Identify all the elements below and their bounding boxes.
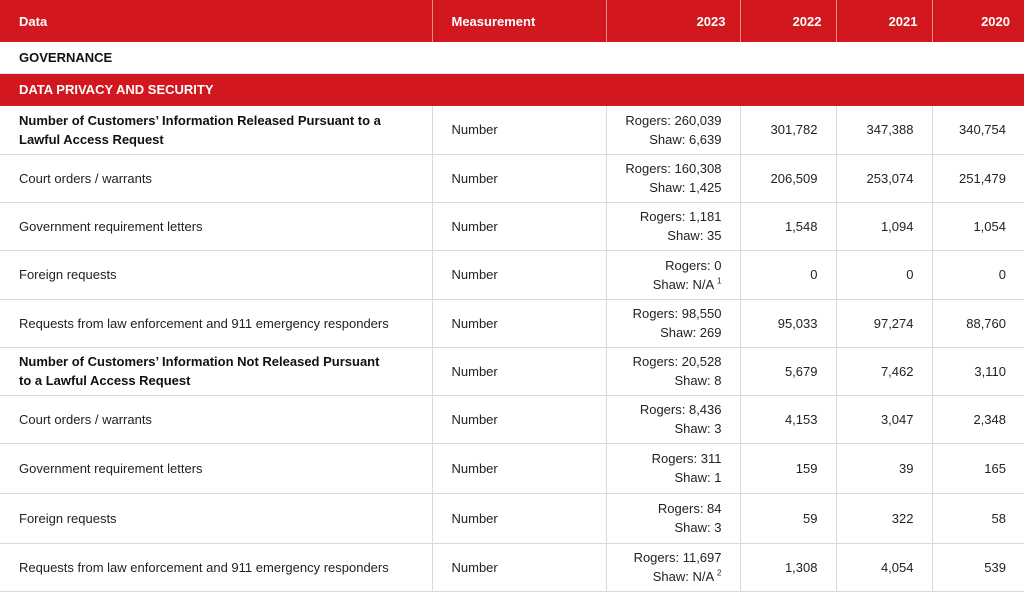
header-2020: 2020 (981, 13, 1010, 29)
section-title: GOVERNANCE (0, 42, 1024, 73)
metric-cell (0, 154, 432, 202)
measurement-cell: Number (432, 202, 606, 250)
value-2023-rogers: Rogers: 1,181 (639, 209, 722, 224)
measurement-cell: Number (432, 106, 606, 154)
value-2023-rogers: Rogers: 20,528 (632, 354, 722, 369)
value-2021-cell: 7,462 (836, 347, 932, 395)
value-2020-cell: 0 (932, 250, 1024, 299)
value-2021-cell: 347,388 (836, 106, 932, 154)
value-2020-cell: 58 (932, 493, 1024, 543)
value-2020-cell: 1,054 (932, 202, 1024, 250)
metric-cell (0, 347, 432, 395)
table-row (0, 202, 1024, 250)
value-2023-shaw: Shaw: 1 (674, 470, 722, 485)
value-2022-cell: 95,033 (740, 299, 836, 347)
value-2022-cell: 1,308 (740, 543, 836, 591)
metric-label-line: Lawful Access Request (19, 131, 164, 147)
value-2021-cell: 322 (836, 493, 932, 543)
measurement-cell: Number (432, 154, 606, 202)
measurement-cell: Number (432, 250, 606, 299)
value-2020-cell: 2,348 (932, 395, 1024, 443)
header-row (0, 0, 1024, 42)
header-2021: 2021 (836, 0, 932, 42)
value-2023-shaw-line (615, 567, 722, 586)
value-2023-rogers: Rogers: 160,308 (625, 161, 722, 176)
value-2023-cell (606, 395, 740, 443)
footnote-marker: 1 (717, 276, 722, 286)
value-2022-cell: 5,679 (740, 347, 836, 395)
value-2023-rogers: Rogers: 84 (657, 501, 722, 516)
metric-label-line: to a Lawful Access Request (19, 373, 191, 388)
value-2023-shaw: Shaw: N/A (652, 276, 714, 292)
metric-label: Government requirement letters (19, 460, 203, 476)
value-2023-shaw: Shaw: N/A (652, 569, 714, 584)
section-row (0, 42, 1024, 73)
header-2023: 2023 (606, 0, 740, 42)
table-row (0, 250, 1024, 299)
value-2022-cell: 0 (740, 250, 836, 299)
header-data: Data (0, 0, 432, 42)
metric-cell (0, 395, 432, 443)
value-2023-cell (606, 443, 740, 493)
table-header (0, 0, 1024, 42)
metric-label-line: Number of Customers’ Information Released Pursuant to a (19, 112, 381, 128)
value-2023-rogers: Rogers: 311 (651, 451, 722, 466)
value-2023-shaw-line (615, 518, 722, 537)
value-2021-cell: 39 (836, 443, 932, 493)
value-2023-shaw: Shaw: 3 (674, 421, 722, 436)
metric-label: Court orders / warrants (19, 170, 152, 186)
value-2023-rogers: Rogers: 0 (665, 257, 722, 273)
table-row (0, 443, 1024, 493)
value-2023-cell (606, 106, 740, 154)
table-row (0, 106, 1024, 154)
value-2022-cell: 301,782 (740, 106, 836, 154)
value-2023-shaw-line (615, 371, 722, 390)
measurement-cell: Number (432, 299, 606, 347)
value-2023-shaw: Shaw: 8 (674, 373, 722, 388)
metric-label: Foreign requests (19, 267, 117, 282)
value-2021-cell: 253,074 (836, 154, 932, 202)
value-2023-shaw-line (615, 226, 722, 245)
value-2023-cell (606, 250, 740, 299)
header-measurement: Measurement (432, 0, 606, 42)
metric-cell (0, 443, 432, 493)
value-2020-cell: 88,760 (932, 299, 1024, 347)
metric-label: Requests from law enforcement and 911 emergency responders (19, 559, 389, 575)
metric-label: Requests from law enforcement and 911 emergency responders (19, 315, 389, 331)
metric-cell (0, 106, 432, 154)
metric-cell (0, 299, 432, 347)
value-2023-shaw-line (615, 419, 722, 438)
value-2020-cell: 251,479 (932, 154, 1024, 202)
table-row (0, 395, 1024, 443)
value-2023-rogers: Rogers: 260,039 (625, 112, 722, 128)
value-2023-rogers: Rogers: 11,697 (633, 550, 722, 565)
value-2022-cell: 59 (740, 493, 836, 543)
value-2023-shaw: Shaw: 35 (667, 228, 722, 243)
value-2023-shaw: Shaw: 3 (674, 520, 722, 535)
table-row (0, 299, 1024, 347)
metric-cell (0, 543, 432, 591)
value-2023-shaw-line (615, 323, 722, 342)
value-2021-cell: 0 (836, 250, 932, 299)
value-2021-cell: 97,274 (836, 299, 932, 347)
value-2023-shaw-line (615, 275, 722, 294)
table-row (0, 493, 1024, 543)
value-2023-cell (606, 299, 740, 347)
metric-label-line: Number of Customers’ Information Not Released Pursuant (19, 354, 380, 369)
metric-cell (0, 202, 432, 250)
footnote-marker: 2 (717, 568, 722, 578)
value-2022-cell: 159 (740, 443, 836, 493)
value-2023-cell (606, 154, 740, 202)
table-row (0, 543, 1024, 591)
measurement-cell: Number (432, 443, 606, 493)
value-2023-shaw-line (615, 130, 722, 149)
subsection-title: DATA PRIVACY AND SECURITY (19, 82, 214, 98)
value-2020-cell: 3,110 (932, 347, 1024, 395)
value-2022-cell: 4,153 (740, 395, 836, 443)
value-2023-cell (606, 202, 740, 250)
measurement-cell: Number (432, 543, 606, 591)
value-2022-cell: 206,509 (740, 154, 836, 202)
value-2020-cell: 165 (932, 443, 1024, 493)
metric-cell (0, 250, 432, 299)
value-2023-shaw-line (615, 468, 722, 487)
value-2023-rogers: Rogers: 8,436 (639, 402, 722, 417)
header-2022: 2022 (740, 0, 836, 42)
measurement-cell: Number (432, 395, 606, 443)
value-2023-shaw: Shaw: 269 (660, 325, 722, 340)
value-2021-cell: 4,054 (836, 543, 932, 591)
value-2023-cell (606, 543, 740, 591)
subsection-row (0, 73, 1024, 106)
value-2023-shaw-line (615, 178, 722, 197)
value-2021-cell: 3,047 (836, 395, 932, 443)
value-2020-cell: 539 (932, 543, 1024, 591)
value-2022-cell: 1,548 (740, 202, 836, 250)
value-2023-cell (606, 347, 740, 395)
value-2023-shaw: Shaw: 1,425 (649, 180, 722, 195)
value-2020-cell: 340,754 (932, 106, 1024, 154)
value-2023-rogers: Rogers: 98,550 (632, 306, 722, 321)
table-row (0, 154, 1024, 202)
metric-label: Foreign requests (19, 510, 117, 526)
value-2023-cell (606, 493, 740, 543)
metric-cell (0, 493, 432, 543)
table-row (0, 347, 1024, 395)
measurement-cell: Number (432, 347, 606, 395)
table-body (0, 42, 1024, 591)
value-2023-shaw: Shaw: 6,639 (649, 131, 722, 147)
measurement-cell: Number (432, 493, 606, 543)
metric-label: Government requirement letters (19, 218, 203, 234)
metric-label: Court orders / warrants (19, 411, 152, 427)
value-2021-cell: 1,094 (836, 202, 932, 250)
